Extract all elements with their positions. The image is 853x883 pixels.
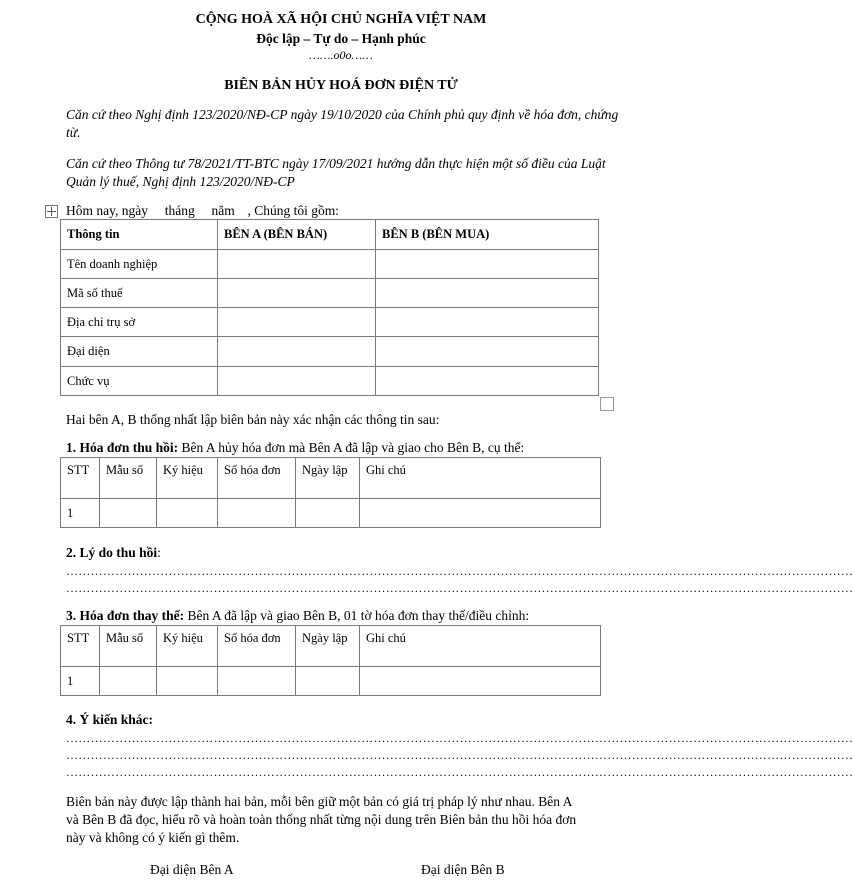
today-line — [66, 203, 339, 219]
closing-line: Biên bản này được lập thành hai bản, mỗi bên giữ một bản có giá trị pháp lý như nhau. Bên A — [66, 794, 573, 809]
table-resize-handle[interactable] — [600, 397, 614, 411]
section3-text: Bên A đã lập và giao Bên B, 01 tờ hóa đơn thay thế/điều chỉnh: — [184, 608, 530, 623]
reason-line[interactable]: ………………………………………………………………………………………………………………………………………………………………………… — [66, 581, 853, 595]
party-b-cell[interactable] — [376, 367, 599, 396]
table-cell[interactable] — [360, 499, 601, 528]
recalled-invoice-table — [60, 457, 601, 528]
col-notes: Ghi chú — [360, 458, 601, 499]
section2-label: 2. Lý do thu hồi — [66, 545, 158, 560]
section4-label: 4. Ý kiến khác: — [66, 712, 154, 727]
parties-header-info: Thông tin — [61, 220, 218, 250]
today-month: tháng — [164, 203, 195, 218]
reason-line[interactable]: ………………………………………………………………………………………………………………………………………………………………………… — [66, 564, 853, 578]
basis-circular: Căn cứ theo Thông tư 78/2021/TT-BTC ngày 17/09/2021 hướng dẫn thực hiện một số điều của Luật Quản lý thuế, Nghị định 123/2020/NĐ-CP — [66, 156, 606, 189]
document-title: BIÊN BẢN HỦY HOÁ ĐƠN ĐIỆN TỬ — [224, 78, 458, 93]
col-date: Ngày lập — [296, 626, 360, 667]
party-b-cell[interactable] — [376, 308, 599, 337]
col-form: Mẫu số — [100, 626, 157, 667]
party-a-cell[interactable] — [218, 337, 376, 367]
closing-line: và Bên B đã đọc, hiểu rõ và hoàn toàn thống nhất từng nội dung trên Biên bản thu hồi hóa đơn — [66, 812, 577, 827]
party-b-cell[interactable] — [376, 337, 599, 367]
parties-header-a: BÊN A (BÊN BÁN) — [218, 220, 376, 250]
opinion-line[interactable]: ………………………………………………………………………………………………………………………………………………………………………… — [66, 731, 853, 745]
col-invoice-number: Số hóa đơn — [218, 626, 296, 667]
country-heading: CỘNG HOÀ XÃ HỘI CHỦ NGHĨA VIỆT NAM — [195, 12, 487, 27]
col-symbol: Ký hiệu — [157, 626, 218, 667]
today-year: năm — [211, 203, 235, 218]
basis-decree: Căn cứ theo Nghị định 123/2020/NĐ-CP ngày 19/10/2020 của Chính phủ quy định về hóa đơn, chứng từ. — [66, 107, 619, 140]
closing-line: này và không có ý kiến gì thêm. — [66, 830, 240, 845]
col-stt: STT — [61, 626, 100, 667]
today-prefix: Hôm nay, ngày — [66, 203, 148, 218]
section3-label: 3. Hóa đơn thay thế: — [66, 608, 185, 623]
separator: …….o0o…… — [309, 48, 373, 62]
col-stt: STT — [61, 458, 100, 499]
table-cell[interactable] — [100, 499, 157, 528]
parties-row-label: Tên doanh nghiệp — [61, 250, 218, 279]
table-cell[interactable] — [296, 667, 360, 696]
section1-text: Bên A hủy hóa đơn mà Bên A đã lập và giao cho Bên B, cụ thể: — [178, 440, 525, 455]
opinion-line[interactable]: ………………………………………………………………………………………………………………………………………………………………………… — [66, 748, 853, 762]
section2-heading — [66, 545, 161, 561]
parties-row-label: Chức vụ — [61, 367, 218, 396]
party-a-cell[interactable] — [218, 279, 376, 308]
signature-party-b: Đại diện Bên B — [421, 862, 505, 877]
table-cell[interactable] — [218, 667, 296, 696]
table-cell[interactable] — [157, 499, 218, 528]
party-a-cell[interactable] — [218, 250, 376, 279]
table-cell[interactable] — [218, 499, 296, 528]
parties-row-label: Mã số thuế — [61, 279, 218, 308]
col-symbol: Ký hiệu — [157, 458, 218, 499]
table-cell[interactable] — [360, 667, 601, 696]
replacement-invoice-table — [60, 625, 601, 696]
col-date: Ngày lập — [296, 458, 360, 499]
motto: Độc lập – Tự do – Hạnh phúc — [256, 31, 426, 46]
section1-heading — [66, 440, 524, 456]
row-number: 1 — [61, 667, 100, 696]
section2-colon: : — [157, 545, 161, 560]
row-number: 1 — [61, 499, 100, 528]
closing-paragraph — [66, 793, 576, 847]
parties-row-label: Đại diện — [61, 337, 218, 367]
table-move-handle-icon[interactable] — [45, 205, 58, 218]
signature-party-a: Đại diện Bên A — [150, 862, 234, 877]
agreement-text: Hai bên A, B thống nhất lập biên bản này xác nhận các thông tin sau: — [66, 412, 440, 427]
party-b-cell[interactable] — [376, 279, 599, 308]
today-suffix: , Chúng tôi gồm: — [247, 203, 339, 218]
col-invoice-number: Số hóa đơn — [218, 458, 296, 499]
col-notes: Ghi chú — [360, 626, 601, 667]
parties-header-b: BÊN B (BÊN MUA) — [376, 220, 599, 250]
table-cell[interactable] — [296, 499, 360, 528]
section1-label: 1. Hóa đơn thu hồi: — [66, 440, 179, 455]
party-b-cell[interactable] — [376, 250, 599, 279]
party-a-cell[interactable] — [218, 367, 376, 396]
table-cell[interactable] — [100, 667, 157, 696]
col-form: Mẫu số — [100, 458, 157, 499]
table-cell[interactable] — [157, 667, 218, 696]
opinion-line[interactable]: ………………………………………………………………………………………………………………………………………………………………………… — [66, 765, 853, 779]
parties-row-label: Địa chỉ trụ sở — [61, 308, 218, 337]
section3-heading — [66, 608, 529, 624]
parties-table — [60, 219, 599, 396]
party-a-cell[interactable] — [218, 308, 376, 337]
